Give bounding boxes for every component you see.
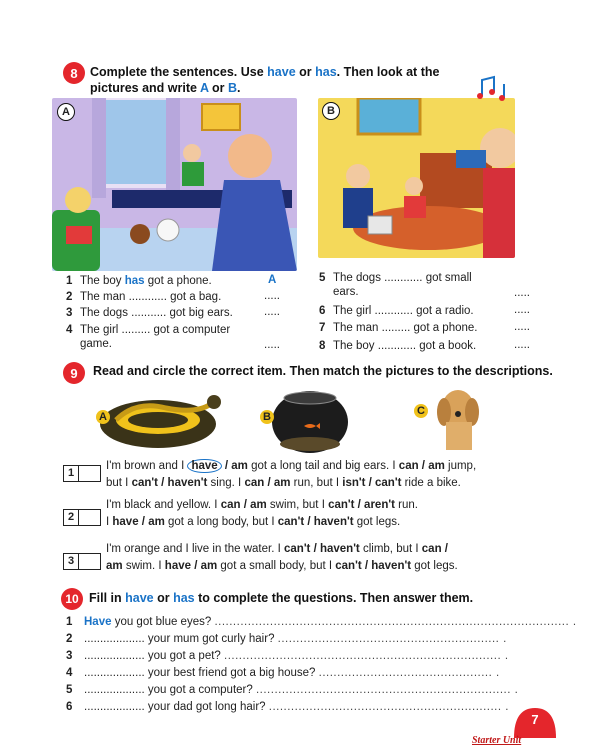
ex8-sentence-8[interactable]: 8 The boy ............ got a book. [319,340,477,352]
unit-label: Starter Unit [472,735,522,746]
ex8-sentence-3[interactable]: 3 The dogs ........... got big ears. [66,307,233,319]
picture-c-puppy [414,380,498,454]
match-box-1[interactable]: 1 [63,465,101,482]
question-5[interactable]: 5 ................... you got a computer? ..................................................................... . [66,684,519,696]
ex8-answer-8[interactable]: ..... [514,339,530,351]
ex8-answer-6[interactable]: ..... [514,304,530,316]
question-1[interactable]: 1 Have you got blue eyes? ................................................................................................ . [66,616,577,628]
circled-have[interactable]: have [187,459,221,473]
question-2[interactable]: 2 ................... your mum got curly hair? ............................................................ . [66,633,507,645]
ex8-answer-5[interactable]: ..... [514,287,530,299]
ex8-sentence-4[interactable]: 4 The girl ......... got a computer game. [66,324,231,350]
exercise-8-instruction: Complete the sentences. Use have or has. Then look at the pictures and write A or B. [90,65,440,95]
description-2: I'm black and yellow. I can / am swim, but I can't / aren't run. I have / am got a long body, but I can't / haven't got legs. [106,499,418,528]
ex8-sentence-1: 1 The boy has got a phone. [66,275,212,287]
picture-a-label: A [57,103,75,121]
ex8-answer-3[interactable]: ..... [264,306,280,318]
exercise-10-instruction: Fill in have or has to complete the questions. Then answer them. [89,591,474,605]
match-box-2[interactable]: 2 [63,509,101,526]
exercise-9-badge: 9 [63,362,85,384]
ex8-answer-2[interactable]: ..... [264,290,280,302]
question-3[interactable]: 3 ................... you got a pet? ........................................................................... . [66,650,509,662]
picture-b-label: B [322,102,340,120]
ex8-sentence-7[interactable]: 7 The man ......... got a phone. [319,322,478,334]
page-number: 7 [531,712,539,727]
ex8-answer-4[interactable]: ..... [264,339,280,351]
picture-b-living-room [318,98,515,258]
question-6[interactable]: 6 ................... your dad got long hair? ............................................................... . [66,701,509,713]
picture-b-fishbowl [260,388,352,454]
exercise-10-badge: 10 [61,588,83,610]
picture-a-snake [96,390,226,452]
question-4[interactable]: 4 ................... your best friend got a big house? ............................................... . [66,667,500,679]
picture-a-living-room [52,98,297,271]
exercise-9-instruction: Read and circle the correct item. Then match the pictures to the descriptions. [93,364,553,378]
description-3: I'm orange and I live in the water. I can't / haven't climb, but I can / am swim. I have / am got a small body, but I can't / haven't got legs. [106,543,458,572]
ex8-sentence-5[interactable]: 5 The dogs ............ got small ears. [319,272,472,298]
picture-a-label-9: A [96,410,110,424]
ex8-sentence-2[interactable]: 2 The man ............ got a bag. [66,291,222,303]
picture-b-label-9: B [260,410,274,424]
description-1: I'm brown and I have / am got a long tail and big ears. I can / am jump, but I can't / haven't sing. I can / am run, but I isn't / can't ride a bike. [106,460,477,489]
music-notes-icon [474,74,514,109]
match-box-3[interactable]: 3 [63,553,101,570]
ex8-sentence-6[interactable]: 6 The girl ............ got a radio. [319,305,474,317]
ex8-answer-1[interactable]: A [268,274,277,286]
exercise-8-badge: 8 [63,62,85,84]
ex8-answer-7[interactable]: ..... [514,321,530,333]
picture-c-label-9: C [414,404,428,418]
